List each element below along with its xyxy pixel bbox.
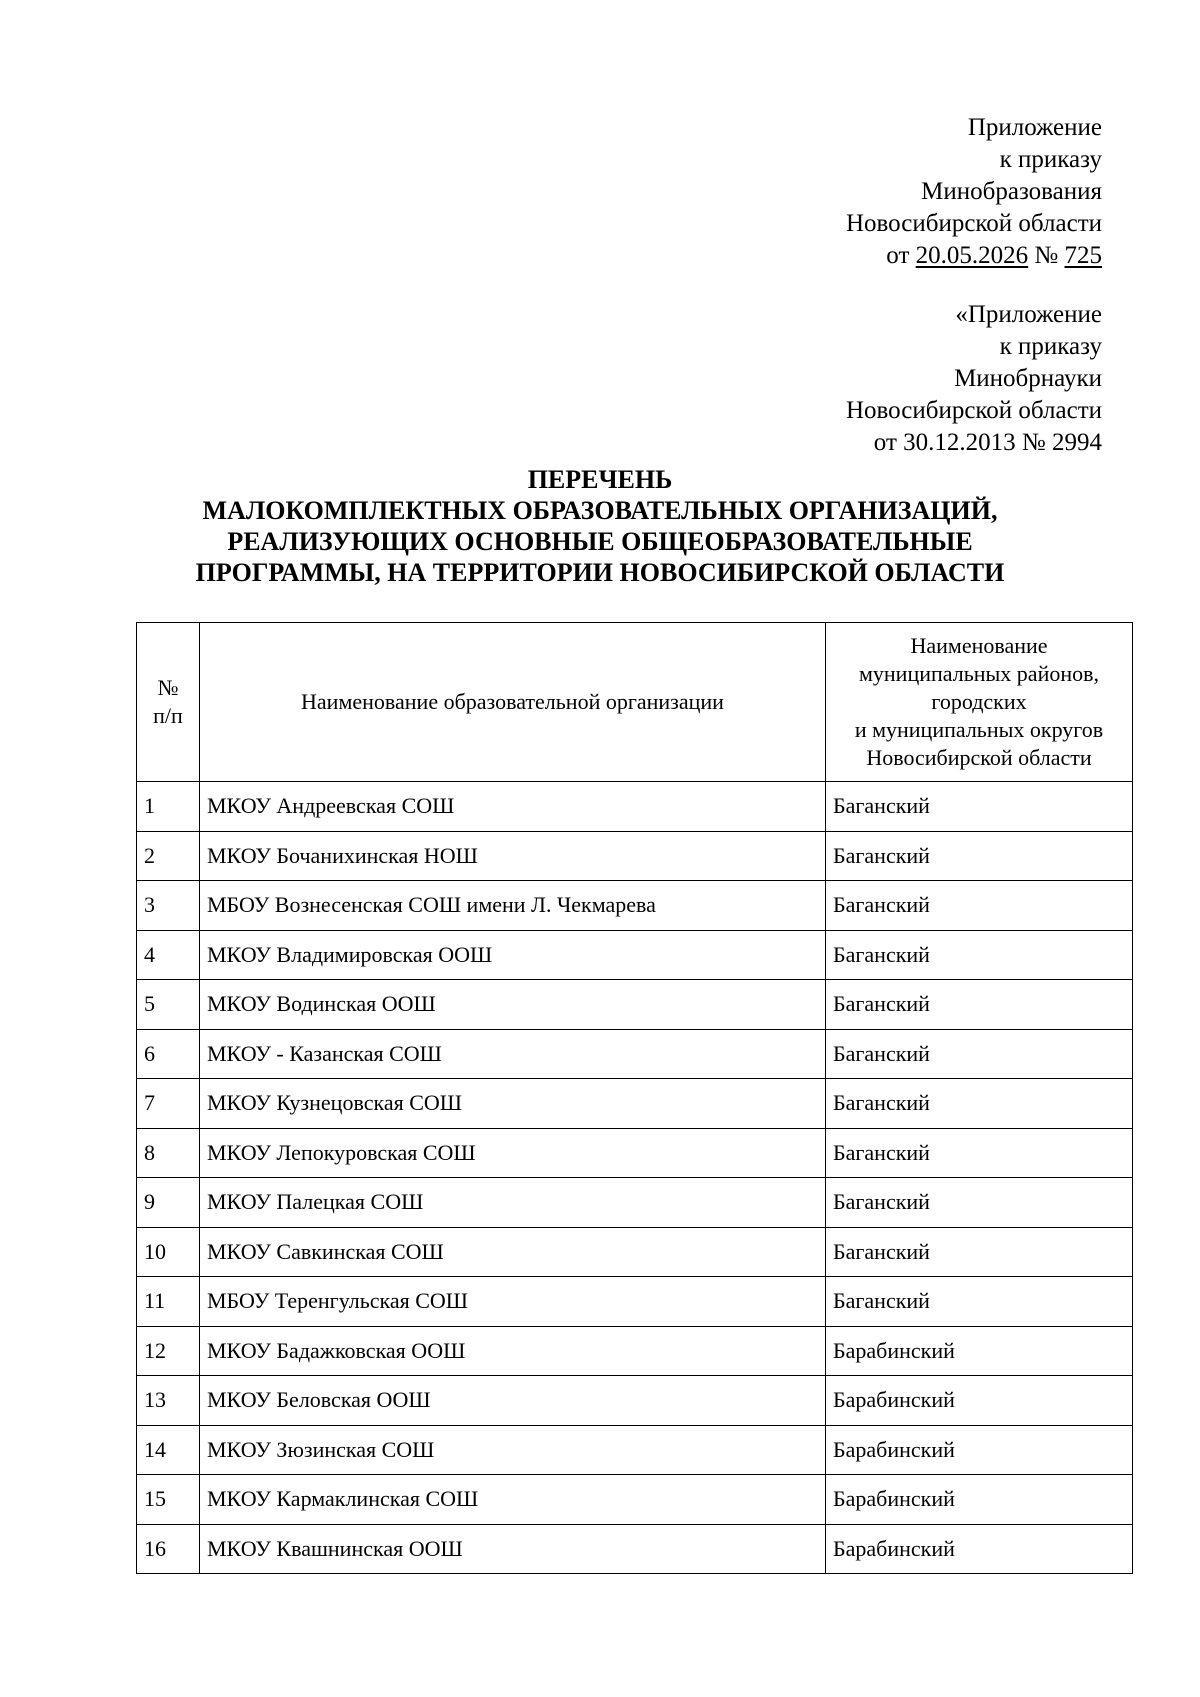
header-organization-name: Наименование образовательной организации bbox=[200, 623, 826, 782]
row-number: 3 bbox=[137, 881, 200, 931]
row-organization: МКОУ Кузнецовская СОШ bbox=[200, 1079, 826, 1129]
row-district: Баганский bbox=[826, 930, 1133, 980]
row-number: 7 bbox=[137, 1079, 200, 1129]
table-row bbox=[137, 1029, 1133, 1079]
row-organization: МКОУ Лепокуровская СОШ bbox=[200, 1128, 826, 1178]
row-organization: МКОУ Кармаклинская СОШ bbox=[200, 1475, 826, 1525]
header-district-line: Новосибирской области bbox=[866, 745, 1092, 770]
table-row bbox=[137, 1376, 1133, 1426]
row-district: Барабинский bbox=[826, 1376, 1133, 1426]
annex-line: Минобрнауки bbox=[954, 365, 1102, 392]
row-district: Барабинский bbox=[826, 1326, 1133, 1376]
row-number: 8 bbox=[137, 1128, 200, 1178]
row-organization: МКОУ Беловская ООШ bbox=[200, 1376, 826, 1426]
row-number: 5 bbox=[137, 980, 200, 1030]
heading-line: ПЕРЕЧЕНЬ bbox=[527, 465, 673, 494]
row-organization: МКОУ Зюзинская СОШ bbox=[200, 1425, 826, 1475]
heading-line: ПРОГРАММЫ, НА ТЕРРИТОРИИ НОВОСИБИРСКОЙ ОБЛАСТИ bbox=[195, 558, 1005, 587]
annex-line: Минобразования bbox=[921, 178, 1102, 205]
table-row bbox=[137, 980, 1133, 1030]
order-date: 20.05.2026 bbox=[915, 242, 1029, 269]
annex-line: Приложение bbox=[967, 114, 1102, 141]
row-number: 11 bbox=[137, 1277, 200, 1327]
row-district: Барабинский bbox=[826, 1475, 1133, 1525]
row-organization: МКОУ Владимировская ООШ bbox=[200, 930, 826, 980]
row-number: 10 bbox=[137, 1227, 200, 1277]
table-row bbox=[137, 831, 1133, 881]
organizations-table bbox=[136, 622, 1133, 1574]
table-row bbox=[137, 782, 1133, 832]
row-number: 13 bbox=[137, 1376, 200, 1426]
annex-original-order bbox=[846, 299, 1102, 459]
row-district: Баганский bbox=[826, 1178, 1133, 1228]
row-number: 4 bbox=[137, 930, 200, 980]
table-row bbox=[137, 1475, 1133, 1525]
annex-line: к приказу bbox=[999, 333, 1102, 360]
header-district-line: и муниципальных округов bbox=[854, 717, 1104, 742]
table-row bbox=[137, 1178, 1133, 1228]
table-row bbox=[137, 1425, 1133, 1475]
row-district: Баганский bbox=[826, 1227, 1133, 1277]
table-row bbox=[137, 1227, 1133, 1277]
annex-line: Новосибирской области bbox=[845, 210, 1102, 237]
row-organization: МКОУ Бочанихинская НОШ bbox=[200, 831, 826, 881]
row-organization: МБОУ Вознесенская СОШ имени Л. Чекмарева bbox=[200, 881, 826, 931]
table-row bbox=[137, 1079, 1133, 1129]
annex-current-order bbox=[846, 112, 1102, 272]
row-district: Баганский bbox=[826, 1277, 1133, 1327]
row-organization: МКОУ - Казанская СОШ bbox=[200, 1029, 826, 1079]
row-district: Барабинский bbox=[826, 1425, 1133, 1475]
annex-line: к приказу bbox=[999, 146, 1102, 173]
table-row bbox=[137, 1524, 1133, 1574]
row-number: 16 bbox=[137, 1524, 200, 1574]
number-prefix: № bbox=[1028, 242, 1065, 269]
header-number bbox=[137, 623, 200, 782]
table-row bbox=[137, 881, 1133, 931]
order-number: 725 bbox=[1064, 242, 1102, 269]
row-organization: МКОУ Водинская ООШ bbox=[200, 980, 826, 1030]
header-district bbox=[826, 623, 1133, 782]
row-number: 14 bbox=[137, 1425, 200, 1475]
row-district: Баганский bbox=[826, 980, 1133, 1030]
date-prefix: от bbox=[886, 242, 916, 269]
table-row bbox=[137, 1326, 1133, 1376]
row-district: Баганский bbox=[826, 1128, 1133, 1178]
annex-order-reference bbox=[846, 240, 1102, 272]
row-number: 2 bbox=[137, 831, 200, 881]
annex-line: от 30.12.2013 № 2994 bbox=[873, 429, 1102, 456]
header-district-line: Наименование bbox=[910, 633, 1048, 658]
header-number-line: № bbox=[157, 675, 179, 700]
row-district: Баганский bbox=[826, 831, 1133, 881]
row-organization: МКОУ Андреевская СОШ bbox=[200, 782, 826, 832]
table-row bbox=[137, 1128, 1133, 1178]
annex-line: Новосибирской области bbox=[845, 397, 1102, 424]
row-organization: МКОУ Савкинская СОШ bbox=[200, 1227, 826, 1277]
row-number: 12 bbox=[137, 1326, 200, 1376]
row-district: Баганский bbox=[826, 1079, 1133, 1129]
row-number: 9 bbox=[137, 1178, 200, 1228]
annex-line: «Приложение bbox=[955, 301, 1102, 328]
row-district: Баганский bbox=[826, 881, 1133, 931]
row-organization: МКОУ Бадажковская ООШ bbox=[200, 1326, 826, 1376]
row-organization: МКОУ Палецкая СОШ bbox=[200, 1178, 826, 1228]
row-number: 6 bbox=[137, 1029, 200, 1079]
row-district: Баганский bbox=[826, 1029, 1133, 1079]
table-header-row bbox=[137, 623, 1133, 782]
row-number: 15 bbox=[137, 1475, 200, 1525]
row-number: 1 bbox=[137, 782, 200, 832]
header-district-line: муниципальных районов, bbox=[858, 661, 1099, 686]
header-number-line: п/п bbox=[153, 703, 183, 728]
heading-line: РЕАЛИЗУЮЩИХ ОСНОВНЫЕ ОБЩЕОБРАЗОВАТЕЛЬНЫЕ bbox=[227, 527, 973, 556]
row-district: Баганский bbox=[826, 782, 1133, 832]
row-district: Барабинский bbox=[826, 1524, 1133, 1574]
row-organization: МКОУ Квашнинская ООШ bbox=[200, 1524, 826, 1574]
table-row bbox=[137, 930, 1133, 980]
header-district-line: городских bbox=[931, 689, 1027, 714]
row-organization: МБОУ Теренгульская СОШ bbox=[200, 1277, 826, 1327]
heading-line: МАЛОКОМПЛЕКТНЫХ ОБРАЗОВАТЕЛЬНЫХ ОРГАНИЗАЦИЙ, bbox=[202, 496, 998, 525]
document-heading bbox=[120, 464, 1080, 588]
table-row bbox=[137, 1277, 1133, 1327]
